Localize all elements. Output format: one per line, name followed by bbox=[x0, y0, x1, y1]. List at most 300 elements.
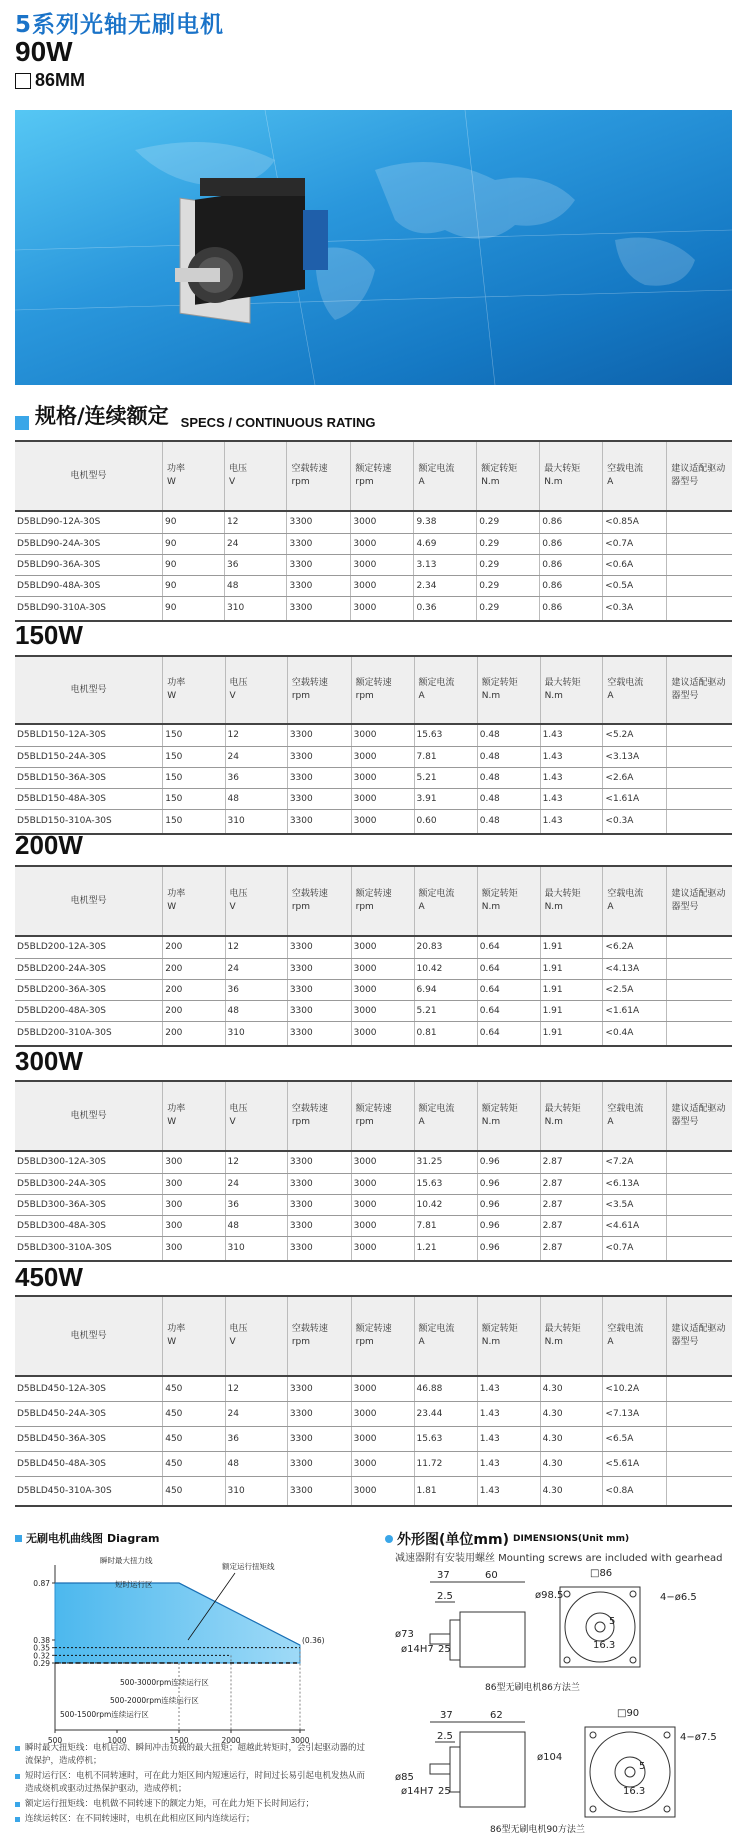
table-cell: 1.43 bbox=[540, 809, 603, 834]
table-cell: 3000 bbox=[351, 1476, 414, 1506]
column-header: 空载转速 rpm bbox=[287, 1081, 351, 1151]
column-header: 额定转矩 N.m bbox=[477, 1081, 540, 1151]
specs-heading bbox=[15, 400, 375, 430]
table-cell: 2.87 bbox=[540, 1236, 603, 1261]
table-cell: 1.81 bbox=[414, 1476, 477, 1506]
table-cell: 3300 bbox=[287, 1426, 351, 1451]
table-cell: 3000 bbox=[351, 1451, 414, 1476]
table-cell: 450 bbox=[163, 1451, 225, 1476]
model-cell: D5BLD200-310A-30S bbox=[15, 1021, 163, 1046]
table-cell: <3.5A bbox=[603, 1194, 667, 1215]
table-cell bbox=[667, 554, 732, 575]
y-tick-label: 0.38 bbox=[33, 1636, 50, 1645]
motor-image bbox=[175, 178, 328, 323]
y-tick-label: 0.35 bbox=[33, 1643, 50, 1653]
table-cell: 310 bbox=[225, 1021, 287, 1046]
table-cell: 3000 bbox=[351, 1426, 414, 1451]
table-cell: 36 bbox=[225, 767, 287, 788]
dim86-holes: 4−ø6.5 bbox=[660, 1592, 697, 1603]
table-cell: 0.86 bbox=[540, 511, 603, 533]
table-cell: 10.42 bbox=[414, 1194, 477, 1215]
table-cell: 1.43 bbox=[540, 724, 603, 746]
range-2000-label: 500-2000rpm连续运行区 bbox=[110, 1696, 199, 1705]
dim90-2-5: 2.5 bbox=[437, 1731, 453, 1742]
model-cell: D5BLD450-310A-30S bbox=[15, 1476, 163, 1506]
spec-table-450W bbox=[15, 1295, 732, 1507]
dim86-caption: 86型无刷电机86方法兰 bbox=[485, 1683, 580, 1693]
table-cell: 450 bbox=[163, 1401, 225, 1426]
table-cell: 9.38 bbox=[414, 511, 477, 533]
table-cell: 23.44 bbox=[414, 1401, 477, 1426]
table-cell: 200 bbox=[163, 979, 225, 1000]
model-cell: D5BLD450-48A-30S bbox=[15, 1451, 163, 1476]
table-cell: 200 bbox=[163, 1000, 225, 1021]
column-header: 电机型号 bbox=[15, 1081, 163, 1151]
table-cell: 3300 bbox=[287, 1194, 351, 1215]
table-cell: <10.2A bbox=[603, 1376, 667, 1401]
table-cell: 0.29 bbox=[477, 596, 540, 621]
frame-size-value: 86MM bbox=[35, 70, 86, 90]
table-cell bbox=[667, 511, 732, 533]
table-cell: 12 bbox=[225, 936, 287, 958]
table-cell bbox=[667, 809, 732, 834]
end-value-label: (0.36) bbox=[302, 1636, 325, 1646]
bullet-dot-icon bbox=[385, 1535, 393, 1543]
table-cell: 3000 bbox=[351, 554, 414, 575]
table-cell: 3300 bbox=[287, 1401, 351, 1426]
model-cell: D5BLD90-24A-30S bbox=[15, 533, 163, 554]
table-cell: 31.25 bbox=[414, 1151, 477, 1173]
column-header: 额定电流 A bbox=[414, 1081, 477, 1151]
table-cell: 3000 bbox=[351, 746, 414, 767]
table-cell: 48 bbox=[225, 1000, 287, 1021]
spec-table-300W bbox=[15, 1080, 732, 1262]
table-cell: 3300 bbox=[287, 788, 351, 809]
table-cell: 3000 bbox=[351, 596, 414, 621]
column-header: 额定电流 A bbox=[414, 441, 477, 511]
table-cell bbox=[667, 767, 732, 788]
note-text: 额定运行扭矩线：电机做不同转速下的额定力矩，可在此力矩下长时间运行； bbox=[25, 1799, 315, 1809]
column-header: 空载转速 rpm bbox=[287, 866, 351, 936]
table-cell: 1.91 bbox=[540, 979, 603, 1000]
table-cell: 3000 bbox=[351, 1000, 414, 1021]
specs-title-cn: 规格/连续额定 bbox=[35, 404, 169, 428]
note-text: 连续运转区：在不同转速时，电机在此相应区间内连续运行； bbox=[25, 1814, 255, 1824]
column-header: 电机型号 bbox=[15, 441, 163, 511]
table-cell: 7.81 bbox=[414, 746, 477, 767]
table-cell: 2.34 bbox=[414, 575, 477, 596]
table-cell: <6.13A bbox=[603, 1173, 667, 1194]
table-cell: 150 bbox=[163, 746, 225, 767]
table-cell: 200 bbox=[163, 1021, 225, 1046]
table-cell: <0.5A bbox=[603, 575, 667, 596]
column-header: 额定转速 rpm bbox=[351, 1296, 414, 1376]
table-cell: <0.3A bbox=[603, 596, 667, 621]
table-cell: 1.43 bbox=[477, 1451, 540, 1476]
column-header: 额定电流 A bbox=[414, 866, 477, 936]
dim86-2-5: 2.5 bbox=[437, 1591, 453, 1602]
model-cell: D5BLD90-310A-30S bbox=[15, 596, 163, 621]
short-time-zone bbox=[55, 1583, 300, 1663]
column-header: 建议适配驱动器型号 bbox=[667, 441, 732, 511]
table-cell: 3000 bbox=[351, 1194, 414, 1215]
dim86-5: 5 bbox=[609, 1616, 616, 1627]
note-text: 短时运行区：电机不同转速时，可在此力矩区间内短速运行，时间过长易引起电机发热从而造成烧机或驱动过热保护驱动，造成停机； bbox=[25, 1771, 366, 1794]
table-cell: 200 bbox=[163, 936, 225, 958]
table-cell: 0.96 bbox=[477, 1215, 540, 1236]
torque-curve-chart bbox=[10, 1545, 380, 1755]
column-header: 电机型号 bbox=[15, 866, 163, 936]
table-cell: 12 bbox=[225, 1151, 287, 1173]
table-row bbox=[15, 554, 732, 575]
dim86-37: 37 bbox=[437, 1570, 450, 1581]
table-cell: 3000 bbox=[351, 979, 414, 1000]
product-banner bbox=[15, 110, 732, 385]
table-row bbox=[15, 1000, 732, 1021]
column-header: 额定转矩 N.m bbox=[477, 656, 540, 724]
power-label-450W: 450W bbox=[15, 1262, 83, 1292]
peak-torque-label: 瞬时最大扭力线 bbox=[100, 1556, 153, 1565]
column-header: 最大转矩 N.m bbox=[540, 1081, 603, 1151]
table-row bbox=[15, 1173, 732, 1194]
table-cell bbox=[667, 1426, 732, 1451]
diagram-title bbox=[15, 1530, 160, 1546]
model-cell: D5BLD300-36A-30S bbox=[15, 1194, 163, 1215]
table-cell: 3000 bbox=[351, 511, 414, 533]
table-cell: 3000 bbox=[351, 1151, 414, 1173]
table-cell bbox=[667, 979, 732, 1000]
column-header: 额定转矩 N.m bbox=[477, 866, 540, 936]
table-cell: 0.64 bbox=[477, 979, 540, 1000]
table-cell: 3000 bbox=[351, 788, 414, 809]
dim86-16-3: 16.3 bbox=[593, 1640, 616, 1651]
table-cell: 0.64 bbox=[477, 1021, 540, 1046]
model-cell: D5BLD150-36A-30S bbox=[15, 767, 163, 788]
dim86-60: 60 bbox=[485, 1570, 498, 1581]
dim90-85: ø85 bbox=[395, 1772, 414, 1783]
table-row bbox=[15, 724, 732, 746]
column-header: 空载电流 A bbox=[603, 441, 667, 511]
table-cell: <0.3A bbox=[603, 809, 667, 834]
table-row bbox=[15, 1426, 732, 1451]
table-cell: 36 bbox=[225, 1194, 287, 1215]
column-header: 空载电流 A bbox=[603, 866, 667, 936]
note-item bbox=[15, 1798, 370, 1811]
table-cell: 1.43 bbox=[540, 746, 603, 767]
table-cell bbox=[667, 788, 732, 809]
page-title: 5系列光轴无刷电机 bbox=[15, 12, 225, 38]
table-cell: <2.6A bbox=[603, 767, 667, 788]
table-cell: 3300 bbox=[287, 1021, 351, 1046]
note-item bbox=[15, 1813, 370, 1826]
table-cell: <0.6A bbox=[603, 554, 667, 575]
column-header: 空载转速 rpm bbox=[287, 656, 351, 724]
table-cell: 4.69 bbox=[414, 533, 477, 554]
table-cell: 4.30 bbox=[540, 1376, 603, 1401]
table-row bbox=[15, 936, 732, 958]
table-cell: 3300 bbox=[287, 958, 351, 979]
column-header: 电机型号 bbox=[15, 1296, 163, 1376]
x-tick-label: 3000 bbox=[290, 1736, 310, 1745]
table-cell: 150 bbox=[163, 809, 225, 834]
dim90-16-3: 16.3 bbox=[623, 1786, 646, 1797]
table-cell: <5.61A bbox=[603, 1451, 667, 1476]
table-cell: 3300 bbox=[287, 1000, 351, 1021]
table-cell: 3000 bbox=[351, 533, 414, 554]
dim90-14: ø14H7 bbox=[401, 1786, 434, 1797]
table-cell: <5.2A bbox=[603, 724, 667, 746]
table-row bbox=[15, 1401, 732, 1426]
bullet-square-icon bbox=[15, 1746, 20, 1751]
table-cell: 1.91 bbox=[540, 936, 603, 958]
table-cell: 90 bbox=[163, 554, 225, 575]
table-cell bbox=[667, 958, 732, 979]
model-cell: D5BLD90-48A-30S bbox=[15, 575, 163, 596]
spec-table-150W bbox=[15, 655, 732, 835]
table-cell: 3.13 bbox=[414, 554, 477, 575]
dim90-37: 37 bbox=[440, 1710, 453, 1721]
column-header: 额定转速 rpm bbox=[351, 1081, 414, 1151]
table-cell: 48 bbox=[225, 575, 287, 596]
table-cell: 36 bbox=[225, 554, 287, 575]
table-cell: 4.30 bbox=[540, 1401, 603, 1426]
table-cell: 0.64 bbox=[477, 1000, 540, 1021]
table-cell: <0.4A bbox=[603, 1021, 667, 1046]
table-cell: 20.83 bbox=[414, 936, 477, 958]
table-cell: 3000 bbox=[351, 1173, 414, 1194]
table-cell: 3300 bbox=[287, 1173, 351, 1194]
table-cell: 300 bbox=[163, 1215, 225, 1236]
table-cell: 7.81 bbox=[414, 1215, 477, 1236]
table-cell bbox=[667, 1151, 732, 1173]
x-tick-label: 1000 bbox=[107, 1736, 127, 1745]
table-cell: 450 bbox=[163, 1476, 225, 1506]
table-cell: 0.36 bbox=[414, 596, 477, 621]
table-cell: 3300 bbox=[287, 511, 351, 533]
rated-line-label: 额定运行扭矩线 bbox=[222, 1562, 275, 1571]
table-cell: 2.87 bbox=[540, 1173, 603, 1194]
table-cell: 0.64 bbox=[477, 958, 540, 979]
dim86-square: □86 bbox=[590, 1568, 613, 1579]
column-header: 电压 V bbox=[225, 1296, 287, 1376]
column-header: 额定电流 A bbox=[414, 656, 477, 724]
table-cell: 3300 bbox=[287, 554, 351, 575]
table-cell: 6.94 bbox=[414, 979, 477, 1000]
table-cell: 24 bbox=[225, 1401, 287, 1426]
table-cell: 3000 bbox=[351, 809, 414, 834]
table-row bbox=[15, 575, 732, 596]
table-cell: 5.21 bbox=[414, 1000, 477, 1021]
table-cell: 3300 bbox=[287, 1376, 351, 1401]
table-cell bbox=[667, 1021, 732, 1046]
table-cell: 24 bbox=[225, 746, 287, 767]
table-cell: 1.91 bbox=[540, 1021, 603, 1046]
table-cell: 0.96 bbox=[477, 1236, 540, 1261]
table-cell: 0.86 bbox=[540, 554, 603, 575]
column-header: 电压 V bbox=[225, 1081, 287, 1151]
column-header: 额定电流 A bbox=[414, 1296, 477, 1376]
dim90-5: 5 bbox=[639, 1761, 646, 1772]
table-cell bbox=[667, 1236, 732, 1261]
table-cell: 1.43 bbox=[540, 788, 603, 809]
table-cell: 1.91 bbox=[540, 958, 603, 979]
table-cell: 3300 bbox=[287, 767, 351, 788]
table-row bbox=[15, 596, 732, 621]
table-cell bbox=[667, 724, 732, 746]
table-cell: <1.61A bbox=[603, 788, 667, 809]
dim86-73: ø73 bbox=[395, 1629, 414, 1640]
table-cell: <3.13A bbox=[603, 746, 667, 767]
table-cell: 0.48 bbox=[477, 809, 540, 834]
table-cell: 3300 bbox=[287, 1236, 351, 1261]
column-header: 电机型号 bbox=[15, 656, 163, 724]
table-row bbox=[15, 1151, 732, 1173]
column-header: 额定转速 rpm bbox=[351, 866, 414, 936]
table-cell bbox=[667, 1376, 732, 1401]
dim90-square: □90 bbox=[617, 1708, 640, 1719]
dim86-98: ø98.5 bbox=[535, 1590, 564, 1601]
y-tick-label: 0.29 bbox=[33, 1659, 50, 1668]
column-header: 功率 W bbox=[163, 1296, 225, 1376]
table-cell: <1.61A bbox=[603, 1000, 667, 1021]
table-cell: 3000 bbox=[351, 767, 414, 788]
model-cell: D5BLD150-48A-30S bbox=[15, 788, 163, 809]
model-cell: D5BLD300-310A-30S bbox=[15, 1236, 163, 1261]
table-cell: 0.96 bbox=[477, 1194, 540, 1215]
table-row bbox=[15, 533, 732, 554]
table-cell: <2.5A bbox=[603, 979, 667, 1000]
table-row bbox=[15, 1476, 732, 1506]
column-header: 功率 W bbox=[163, 441, 225, 511]
column-header: 空载电流 A bbox=[603, 656, 667, 724]
table-row bbox=[15, 958, 732, 979]
model-cell: D5BLD150-24A-30S bbox=[15, 746, 163, 767]
table-cell: 0.48 bbox=[477, 788, 540, 809]
column-header: 功率 W bbox=[163, 866, 225, 936]
table-cell: <0.7A bbox=[603, 533, 667, 554]
table-cell: 3300 bbox=[287, 979, 351, 1000]
table-cell: 46.88 bbox=[414, 1376, 477, 1401]
column-header: 建议适配驱动器型号 bbox=[667, 866, 732, 936]
column-header: 功率 W bbox=[163, 1081, 225, 1151]
table-cell: 4.30 bbox=[540, 1426, 603, 1451]
table-cell bbox=[667, 596, 732, 621]
short-zone-label: 短时运行区 bbox=[115, 1580, 153, 1589]
table-cell: 310 bbox=[225, 809, 287, 834]
table-cell: 0.48 bbox=[477, 767, 540, 788]
table-cell: 3000 bbox=[351, 1376, 414, 1401]
table-row bbox=[15, 1376, 732, 1401]
table-cell: 3000 bbox=[351, 575, 414, 596]
dimensions-title-en: DIMENSIONS(Unit mm) bbox=[512, 1534, 630, 1544]
table-cell: 200 bbox=[163, 958, 225, 979]
table-cell: 1.43 bbox=[540, 767, 603, 788]
model-cell: D5BLD150-310A-30S bbox=[15, 809, 163, 834]
table-cell: 0.29 bbox=[477, 511, 540, 533]
table-cell: 3300 bbox=[287, 746, 351, 767]
power-heading: 90W bbox=[15, 36, 73, 67]
column-header: 功率 W bbox=[163, 656, 225, 724]
table-cell bbox=[667, 1451, 732, 1476]
diagram-title-en: Diagram bbox=[107, 1531, 160, 1545]
dim86-25: 25 bbox=[438, 1644, 451, 1655]
table-cell: 450 bbox=[163, 1426, 225, 1451]
table-cell: 300 bbox=[163, 1173, 225, 1194]
note-item bbox=[15, 1742, 370, 1768]
table-cell: 150 bbox=[163, 724, 225, 746]
model-cell: D5BLD450-24A-30S bbox=[15, 1401, 163, 1426]
x-tick-label: 2000 bbox=[221, 1736, 241, 1745]
range-3000-label: 500-3000rpm连续运行区 bbox=[120, 1678, 209, 1687]
column-header: 建议适配驱动器型号 bbox=[667, 656, 732, 724]
table-cell: 36 bbox=[225, 979, 287, 1000]
y-tick-label: 0.87 bbox=[33, 1579, 50, 1588]
table-row bbox=[15, 511, 732, 533]
model-cell: D5BLD300-24A-30S bbox=[15, 1173, 163, 1194]
column-header: 最大转矩 N.m bbox=[540, 441, 603, 511]
table-cell: 3000 bbox=[351, 1215, 414, 1236]
table-cell: 15.63 bbox=[414, 724, 477, 746]
table-cell: 3000 bbox=[351, 1236, 414, 1261]
dimension-drawing-86 bbox=[395, 1562, 745, 1697]
table-cell: 11.72 bbox=[414, 1451, 477, 1476]
table-cell: 310 bbox=[225, 1476, 287, 1506]
table-cell: 0.29 bbox=[477, 533, 540, 554]
column-header: 空载电流 A bbox=[603, 1296, 667, 1376]
note-text: 瞬时最大扭矩线：电机启动、瞬间冲击负载的最大扭矩；超越此转矩时，会引起驱动器的过流保护，造成停机； bbox=[25, 1743, 366, 1766]
table-cell: 48 bbox=[225, 1215, 287, 1236]
table-row bbox=[15, 1194, 732, 1215]
table-cell: 0.86 bbox=[540, 533, 603, 554]
table-cell bbox=[667, 746, 732, 767]
table-cell: 1.43 bbox=[477, 1401, 540, 1426]
column-header: 最大转矩 N.m bbox=[540, 656, 603, 724]
diagram-notes bbox=[15, 1742, 370, 1828]
table-cell: 4.30 bbox=[540, 1451, 603, 1476]
dim90-25: 25 bbox=[438, 1786, 451, 1797]
column-header: 最大转矩 N.m bbox=[540, 1296, 603, 1376]
table-cell: 12 bbox=[225, 1376, 287, 1401]
table-cell: <0.7A bbox=[603, 1236, 667, 1261]
table-cell: 3300 bbox=[287, 1451, 351, 1476]
table-cell: 310 bbox=[225, 1236, 287, 1261]
table-row bbox=[15, 1021, 732, 1046]
table-cell bbox=[667, 1000, 732, 1021]
column-header: 空载转速 rpm bbox=[287, 1296, 351, 1376]
table-cell: 0.86 bbox=[540, 596, 603, 621]
table-cell: 48 bbox=[225, 788, 287, 809]
model-cell: D5BLD200-48A-30S bbox=[15, 1000, 163, 1021]
dim90-holes: 4−ø7.5 bbox=[680, 1732, 717, 1743]
table-cell bbox=[667, 1173, 732, 1194]
specs-title-en: SPECS / CONTINUOUS RATING bbox=[180, 415, 376, 430]
table-cell: <4.13A bbox=[603, 958, 667, 979]
table-cell: 3300 bbox=[287, 1151, 351, 1173]
table-cell: 0.64 bbox=[477, 936, 540, 958]
table-cell: 0.60 bbox=[414, 809, 477, 834]
model-cell: D5BLD200-24A-30S bbox=[15, 958, 163, 979]
table-row bbox=[15, 746, 732, 767]
column-header: 电压 V bbox=[225, 656, 287, 724]
table-cell: 300 bbox=[163, 1151, 225, 1173]
table-cell: 3000 bbox=[351, 1401, 414, 1426]
dim90-104: ø104 bbox=[537, 1752, 563, 1763]
frame-size bbox=[15, 70, 85, 91]
table-cell: 150 bbox=[163, 788, 225, 809]
table-cell: 0.29 bbox=[477, 575, 540, 596]
table-cell: 0.48 bbox=[477, 746, 540, 767]
table-cell: 2.87 bbox=[540, 1194, 603, 1215]
